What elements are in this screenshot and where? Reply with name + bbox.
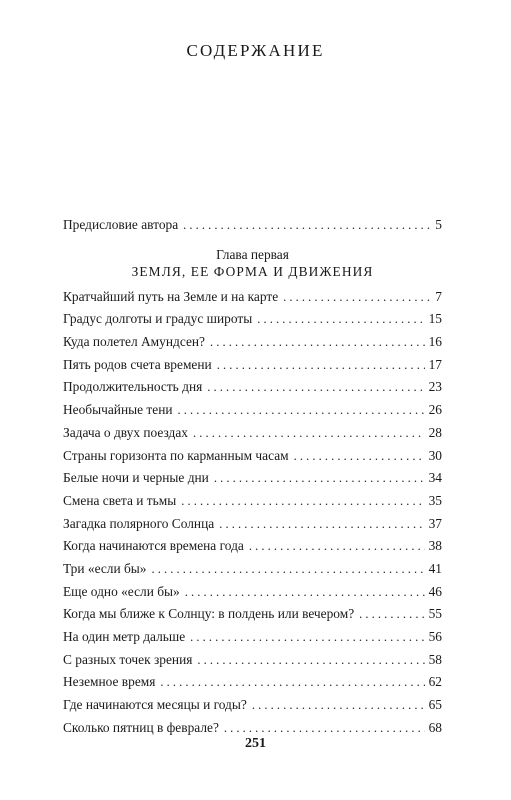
toc-entry-page: 38	[428, 538, 442, 554]
toc-entry	[63, 286, 442, 309]
dot-leader	[283, 286, 431, 309]
toc-entry-title: Еще одно «если бы»	[63, 583, 180, 599]
toc-entry	[63, 354, 442, 377]
dot-leader	[183, 214, 431, 237]
dot-leader	[178, 399, 425, 422]
toc-entry-page: 23	[428, 379, 442, 395]
dot-leader	[257, 308, 424, 331]
dot-leader	[294, 445, 425, 468]
dot-leader	[152, 558, 425, 581]
toc-entry-page: 68	[428, 719, 442, 735]
toc-entry-title: Где начинаются месяцы и годы?	[63, 697, 247, 713]
toc-entry	[63, 558, 442, 581]
dot-leader	[219, 513, 424, 536]
toc-entry	[63, 581, 442, 604]
page-number: 251	[245, 736, 266, 751]
toc-entry-title: С разных точек зрения	[63, 651, 193, 667]
toc-entry-page: 41	[428, 560, 442, 576]
toc-entry-title: Предисловие автора	[63, 217, 179, 232]
toc-entry-title: Пять родов счета времени	[63, 356, 212, 372]
toc-entry	[63, 626, 442, 649]
toc-entry-title: Сколько пятниц в феврале?	[63, 719, 219, 735]
dot-leader	[210, 331, 425, 354]
toc-entry-page: 28	[428, 424, 442, 440]
toc-entry-title: Три «если бы»	[63, 560, 147, 576]
toc-entry-page: 15	[428, 311, 442, 327]
toc-entry-page: 35	[428, 492, 442, 508]
dot-leader	[181, 490, 424, 513]
toc-entry-title: Страны горизонта по карманным часам	[63, 447, 289, 463]
chapter-title: ЗЕМЛЯ, ЕЕ ФОРМА И ДВИЖЕНИЯ	[131, 263, 374, 279]
toc-entry	[63, 535, 442, 558]
toc-entry	[63, 445, 442, 468]
dot-leader	[190, 626, 424, 649]
toc-entry	[63, 399, 442, 422]
toc-entry	[63, 376, 442, 399]
toc-entry-title: На один метр дальше	[63, 629, 186, 644]
toc-entry-page: 46	[428, 583, 442, 599]
toc-entry	[63, 671, 442, 694]
toc-entry-title: Смена света и тьмы	[63, 492, 177, 508]
dot-leader	[207, 376, 424, 399]
toc-entry-title: Загадка полярного Солнца	[63, 515, 215, 531]
chapter-label: Глава первая	[216, 246, 289, 262]
dot-leader	[197, 649, 424, 672]
toc-entry	[63, 422, 442, 445]
toc-entry-title: Продолжительность дня	[63, 379, 203, 395]
dot-leader	[217, 354, 425, 377]
toc-entry-page: 17	[428, 356, 442, 372]
toc-entry-preface	[63, 214, 442, 237]
toc-entry	[63, 694, 442, 717]
toc-entry	[63, 649, 442, 672]
table-of-contents	[63, 214, 442, 739]
toc-entry-page: 30	[428, 447, 442, 463]
toc-entry	[63, 603, 442, 626]
chapter-heading	[63, 246, 442, 281]
dot-leader	[252, 694, 425, 717]
toc-entry-page: 37	[428, 515, 442, 531]
toc-entry-page: 56	[428, 629, 442, 644]
toc-entry-title: Задача о двух поездах	[63, 424, 188, 440]
dot-leader	[160, 671, 424, 694]
toc-entry-title: Белые ночи и черные дни	[63, 470, 209, 486]
toc-entry	[63, 490, 442, 513]
toc-entry-page: 34	[428, 470, 442, 486]
dot-leader	[193, 422, 425, 445]
toc-entry-title: Когда начинаются времена года	[63, 538, 244, 554]
toc-entry-title: Неземное время	[63, 674, 156, 690]
toc-entry	[63, 513, 442, 536]
toc-entry-page: 5	[435, 217, 442, 232]
toc-entry	[63, 331, 442, 354]
dot-leader	[359, 603, 424, 626]
toc-entry-page: 58	[428, 651, 442, 667]
toc-entry-title: Когда мы ближе к Солнцу: в полдень или вечером?	[63, 606, 355, 622]
toc-entry	[63, 308, 442, 331]
toc-entry-page: 62	[428, 674, 442, 690]
page-title: СОДЕРЖАНИЕ	[186, 41, 325, 60]
toc-entry-page: 65	[428, 697, 442, 713]
toc-entry-page: 7	[435, 288, 442, 304]
toc-entry-page: 55	[428, 606, 442, 622]
toc-entry-page: 16	[428, 334, 442, 350]
toc-entry-page: 26	[428, 402, 442, 418]
chapter-entries	[63, 286, 442, 740]
toc-entry-title: Кратчайший путь на Земле и на карте	[63, 288, 279, 304]
toc-entry-title: Необычайные тени	[63, 402, 173, 418]
toc-entry	[63, 467, 442, 490]
dot-leader	[214, 467, 425, 490]
dot-leader	[185, 581, 425, 604]
dot-leader	[249, 535, 425, 558]
toc-entry-title: Куда полетел Амундсен?	[63, 334, 205, 350]
toc-entry-title: Градус долготы и градус широты	[63, 311, 253, 327]
